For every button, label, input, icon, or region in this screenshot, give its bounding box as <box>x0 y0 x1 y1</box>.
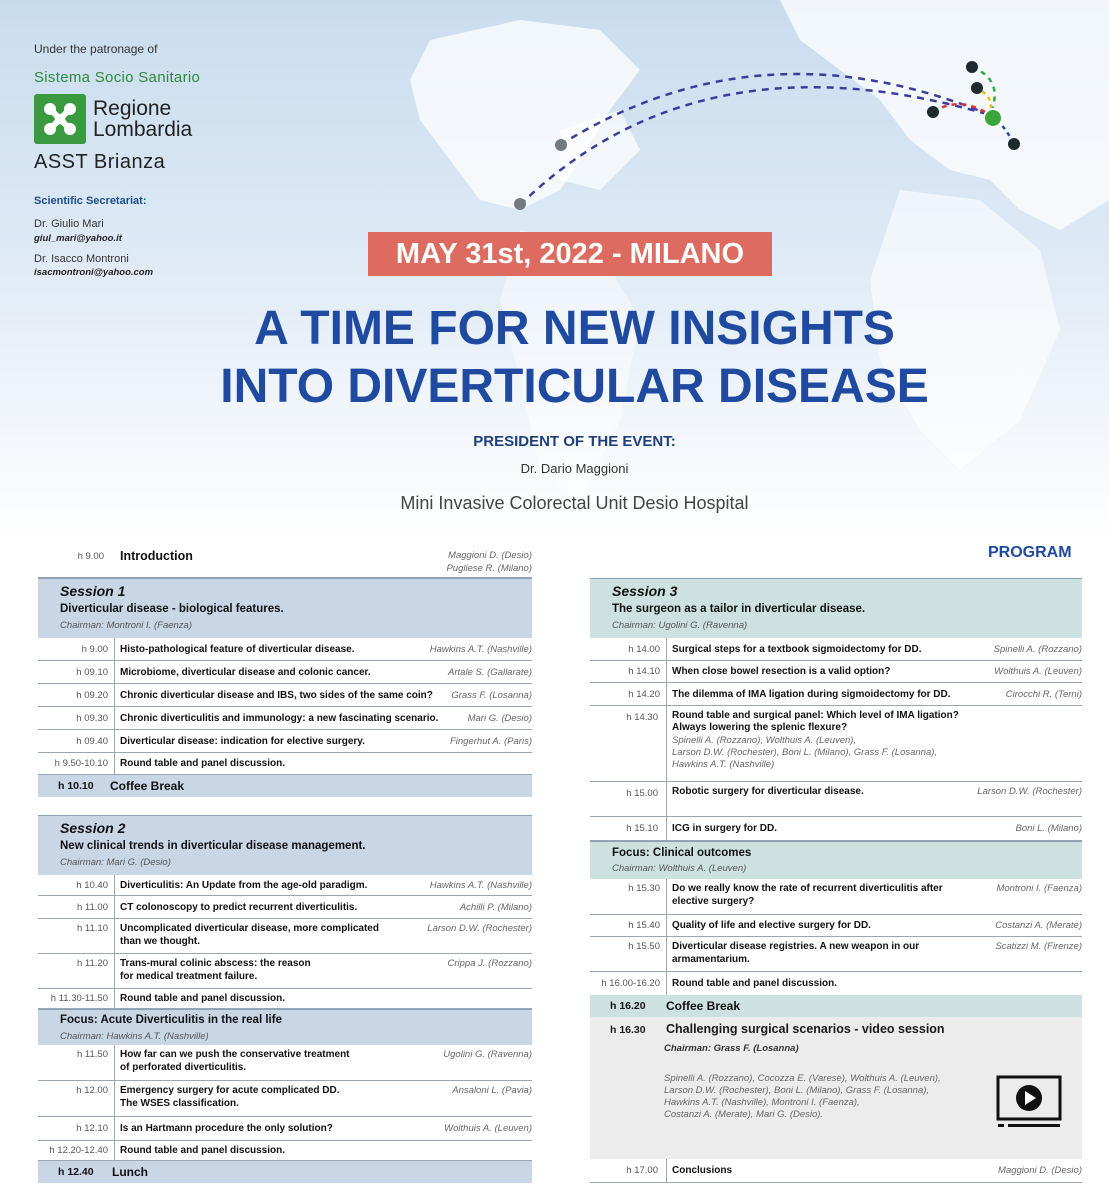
row-title: Round table and panel discussion. <box>672 978 838 989</box>
row-speaker: Wolthuis A. (Leuven) <box>444 1123 532 1134</box>
event-date-banner: MAY 31st, 2022 - MILANO <box>368 232 772 276</box>
session-heading: Session 1 <box>60 583 126 599</box>
row-speaker: Artale S. (Gallarate) <box>448 667 532 678</box>
row-speaker: Costanzi A. (Merate) <box>995 920 1082 931</box>
lunch-label: Lunch <box>112 1165 148 1179</box>
row-speaker: Ansaloni L. (Pavia) <box>452 1085 532 1096</box>
program-row <box>590 683 1082 706</box>
video-session-box <box>590 1017 1082 1159</box>
row-title: Diverticular disease registries. A new weapon in our <box>672 941 920 952</box>
session-1-header <box>38 578 532 638</box>
coffee-time: h 10.10 <box>58 780 94 792</box>
row-title: Always lowering the splenic flexure? <box>672 722 848 733</box>
contact-name: Dr. Isacco Montroni <box>34 253 129 265</box>
program-row <box>38 684 532 707</box>
lunch-time: h 12.40 <box>58 1166 94 1178</box>
row-title: Is an Hartmann procedure the only solution? <box>120 1123 333 1134</box>
contact-email[interactable]: giul_mari@yahoo.it <box>34 233 122 244</box>
president-label: PRESIDENT OF THE EVENT: <box>473 433 676 450</box>
program-row <box>590 972 1082 996</box>
row-title: Do we really know the rate of recurrent diverticulitis after <box>672 883 943 894</box>
row-speaker: Maggioni D. (Desio) <box>448 550 532 561</box>
contact-email[interactable]: isacmontroni@yahoo.com <box>34 267 154 278</box>
secretariat-label: Scientific Secretariat: <box>34 195 147 207</box>
row-speaker: Montroni I. (Faenza) <box>996 883 1082 894</box>
row-time: h 09.30 <box>76 713 108 724</box>
session-heading: Session 3 <box>612 583 678 599</box>
row-speaker: Cirocchi R. (Terni) <box>1005 689 1082 700</box>
row-title: Round table and panel discussion. <box>120 1145 286 1156</box>
row-speaker: Larson D.W. (Rochester) <box>427 923 532 934</box>
row-time: h 11.30-11.50 <box>50 993 108 1004</box>
president-name: Dr. Dario Maggioni <box>520 461 629 476</box>
row-title: Histo-pathological feature of diverticular disease. <box>120 644 355 655</box>
row-title: CT colonoscopy to predict recurrent diverticulitis. <box>120 902 358 913</box>
panel-members: Larson D.W. (Rochester), Boni L. (Milano), Grass F. (Losanna), <box>672 747 938 758</box>
row-time: h 15.40 <box>628 920 660 931</box>
video-panel: Spinelli A. (Rozzano), Cocozza E. (Varese), Wolthuis A. (Leuven), <box>664 1073 941 1084</box>
row-title: The WSES classification. <box>120 1098 239 1109</box>
program-row <box>38 919 532 954</box>
row-title: Round table and panel discussion. <box>120 758 286 769</box>
program-row <box>590 638 1082 661</box>
session-3-header <box>590 578 1082 638</box>
event-title-line1: A TIME FOR NEW INSIGHTS <box>254 302 895 355</box>
program-row <box>38 707 532 730</box>
row-time: h 16.00-16.20 <box>601 978 660 989</box>
video-panel: Hawkins A.T. (Nashville), Montroni I. (Faenza), <box>664 1097 860 1108</box>
session-2-header <box>38 815 532 875</box>
row-time: h 17.00 <box>626 1165 658 1176</box>
intro-row <box>38 545 532 578</box>
session-description: The surgeon as a tailor in diverticular disease. <box>612 603 866 615</box>
row-title: Chronic diverticular disease and IBS, two sides of the same coin? <box>120 690 433 701</box>
patronage-label: Under the patronage of <box>34 42 158 56</box>
row-title: How far can we push the conservative treatment <box>120 1049 350 1060</box>
row-time: h 11.20 <box>77 958 108 969</box>
row-time: h 9.00 <box>77 551 104 562</box>
row-speaker: Crippa J. (Rozzano) <box>447 958 532 969</box>
sistema-socio-sanitario: Sistema Socio Sanitario <box>34 69 201 86</box>
session-description: Diverticular disease - biological features. <box>60 603 284 615</box>
program-row <box>38 875 532 896</box>
row-time: h 15.10 <box>626 823 658 834</box>
row-title: Trans-mural colinic abscess: the reason <box>120 958 311 969</box>
row-title: Round table and panel discussion. <box>120 993 286 1004</box>
focus-clinical-header <box>590 841 1082 879</box>
panel-members: Hawkins A.T. (Nashville) <box>672 759 775 770</box>
regione-lombardia-logo <box>34 94 86 144</box>
row-time: h 9.00 <box>81 644 108 655</box>
row-time: h 12.10 <box>76 1123 108 1134</box>
row-time: h 14.30 <box>626 712 658 723</box>
row-speaker: Ugolini G. (Ravenna) <box>443 1049 532 1060</box>
robotic-row <box>590 782 1082 817</box>
row-speaker: Fingerhut A. (Paris) <box>449 736 532 747</box>
coffee-label: Coffee Break <box>666 999 741 1013</box>
conclusions-row <box>590 1159 1082 1183</box>
session-chairman: Chairman: Mari G. (Desio) <box>60 857 171 868</box>
coffee-time: h 16.20 <box>610 1000 646 1012</box>
session-description: New clinical trends in diverticular disease management. <box>60 840 366 852</box>
row-title: Diverticulitis: An Update from the age-old paradigm. <box>120 880 368 891</box>
program-row <box>38 1141 532 1161</box>
row-title: of perforated diverticulitis. <box>120 1062 247 1073</box>
row-title: elective surgery? <box>672 896 755 907</box>
row-title: Chronic diverticulitis and immunology: a new fascinating scenario. <box>120 713 439 724</box>
focus-chairman: Chairman: Wolthuis A. (Leuven) <box>612 863 747 874</box>
program-row <box>590 937 1082 972</box>
coffee-break-band <box>38 775 532 797</box>
video-panel: Larson D.W. (Rochester), Boni L. (Milano), Grass F. (Losanna), <box>664 1085 930 1096</box>
row-title: The dilemma of IMA ligation during sigmoidectomy for DD. <box>672 689 951 700</box>
row-time: h 10.40 <box>76 880 108 891</box>
video-time: h 16.30 <box>610 1024 646 1036</box>
focus-description: Focus: Clinical outcomes <box>612 847 752 859</box>
session-chairman: Chairman: Montroni I. (Faenza) <box>60 620 192 631</box>
row-time: h 15.50 <box>628 941 660 952</box>
hospital-unit: Mini Invasive Colorectal Unit Desio Hospital <box>400 493 749 513</box>
row-title: ICG in surgery for DD. <box>672 823 778 834</box>
focus-chairman: Chairman: Hawkins A.T. (Nashville) <box>60 1031 209 1042</box>
video-panel: Costanzi A. (Merate), Mari G. (Desio). <box>664 1109 824 1120</box>
row-title: Surgical steps for a textbook sigmoidectomy for DD. <box>672 644 922 655</box>
video-chairman: Chairman: Grass F. (Losanna) <box>664 1043 799 1054</box>
program-row <box>38 1045 532 1081</box>
program-row <box>38 954 532 989</box>
row-time: h 14.20 <box>628 689 660 700</box>
region-name-line1: Regione <box>93 97 172 120</box>
program-row <box>38 753 532 775</box>
session-chairman: Chairman: Ugolini G. (Ravenna) <box>612 620 748 631</box>
row-time: h 11.00 <box>77 902 108 913</box>
row-speaker: Hawkins A.T. (Nashville) <box>429 880 532 891</box>
row-speaker: Maggioni D. (Desio) <box>998 1165 1082 1176</box>
row-speaker: Larson D.W. (Rochester) <box>977 786 1082 797</box>
program-row <box>590 661 1082 683</box>
row-time: h 9.50-10.10 <box>54 758 108 769</box>
asst-brianza: ASST Brianza <box>34 151 166 173</box>
focus-acute-header <box>38 1009 532 1045</box>
lunch-band <box>38 1161 532 1183</box>
coffee-label: Coffee Break <box>110 779 185 793</box>
row-time: h 15.30 <box>628 883 660 894</box>
coffee-break-band <box>590 995 1082 1017</box>
row-speaker: Hawkins A.T. (Nashville) <box>429 644 532 655</box>
program-row <box>590 915 1082 937</box>
focus-description: Focus: Acute Diverticulitis in the real life <box>60 1014 282 1026</box>
row-speaker: Grass F. (Losanna) <box>451 690 532 701</box>
row-time: h 12.20-12.40 <box>49 1145 108 1156</box>
row-time: h 12.00 <box>76 1085 108 1096</box>
row-title: Introduction <box>120 549 193 563</box>
program-row <box>38 1117 532 1141</box>
row-title: armamentarium. <box>672 954 750 965</box>
row-time: h 15.00 <box>626 788 658 799</box>
row-speaker: Pugliese R. (Milano) <box>446 563 532 574</box>
session-heading: Session 2 <box>60 820 126 836</box>
icg-row <box>590 817 1082 841</box>
program-label: PROGRAM <box>988 544 1072 561</box>
row-title: Diverticular disease: indication for elective surgery. <box>120 736 365 747</box>
row-time: h 11.10 <box>77 923 108 934</box>
row-time: h 14.00 <box>628 644 660 655</box>
row-time: h 14.10 <box>628 666 660 677</box>
row-time: h 11.50 <box>77 1049 108 1060</box>
row-title: When close bowel resection is a valid option? <box>672 666 891 677</box>
video-title: Challenging surgical scenarios - video session <box>666 1022 945 1036</box>
program-row <box>38 638 532 661</box>
program-row <box>38 661 532 684</box>
program-row <box>38 989 532 1009</box>
program-row <box>38 1081 532 1117</box>
row-speaker: Spinelli A. (Rozzano) <box>993 644 1082 655</box>
row-title: for medical treatment failure. <box>120 971 258 982</box>
row-title: Microbiome, diverticular disease and colonic cancer. <box>120 667 371 678</box>
row-title: Uncomplicated diverticular disease, more complicated <box>120 923 379 934</box>
program-row <box>38 730 532 753</box>
contact-name: Dr. Giulio Mari <box>34 218 104 230</box>
program-row <box>590 879 1082 915</box>
row-time: h 09.40 <box>76 736 108 747</box>
row-time: h 09.10 <box>76 667 108 678</box>
row-title: Quality of life and elective surgery for DD. <box>672 920 871 931</box>
round-table-row <box>590 706 1082 782</box>
row-speaker: Mari G. (Desio) <box>467 713 532 724</box>
row-title: Conclusions <box>672 1165 733 1176</box>
row-title: Emergency surgery for acute complicated DD. <box>120 1085 340 1096</box>
row-title: Round table and surgical panel: Which level of IMA ligation? <box>672 710 959 721</box>
row-speaker: Scatizzi M. (Firenze) <box>995 941 1082 952</box>
row-speaker: Achilli P. (Milano) <box>459 902 532 913</box>
row-title: than we thought. <box>120 936 200 947</box>
video-player-icon <box>996 1075 1062 1131</box>
row-title: Robotic surgery for diverticular disease. <box>672 786 864 797</box>
row-time: h 09.20 <box>76 690 108 701</box>
event-title-line2: INTO DIVERTICULAR DISEASE <box>220 360 929 413</box>
row-speaker: Wolthuis A. (Leuven) <box>994 666 1082 677</box>
region-name-line2: Lombardia <box>93 118 193 141</box>
panel-members: Spinelli A. (Rozzano), Wolthuis A. (Leuven), <box>672 735 857 746</box>
row-speaker: Boni L. (Milano) <box>1015 823 1082 834</box>
program-row <box>38 896 532 919</box>
